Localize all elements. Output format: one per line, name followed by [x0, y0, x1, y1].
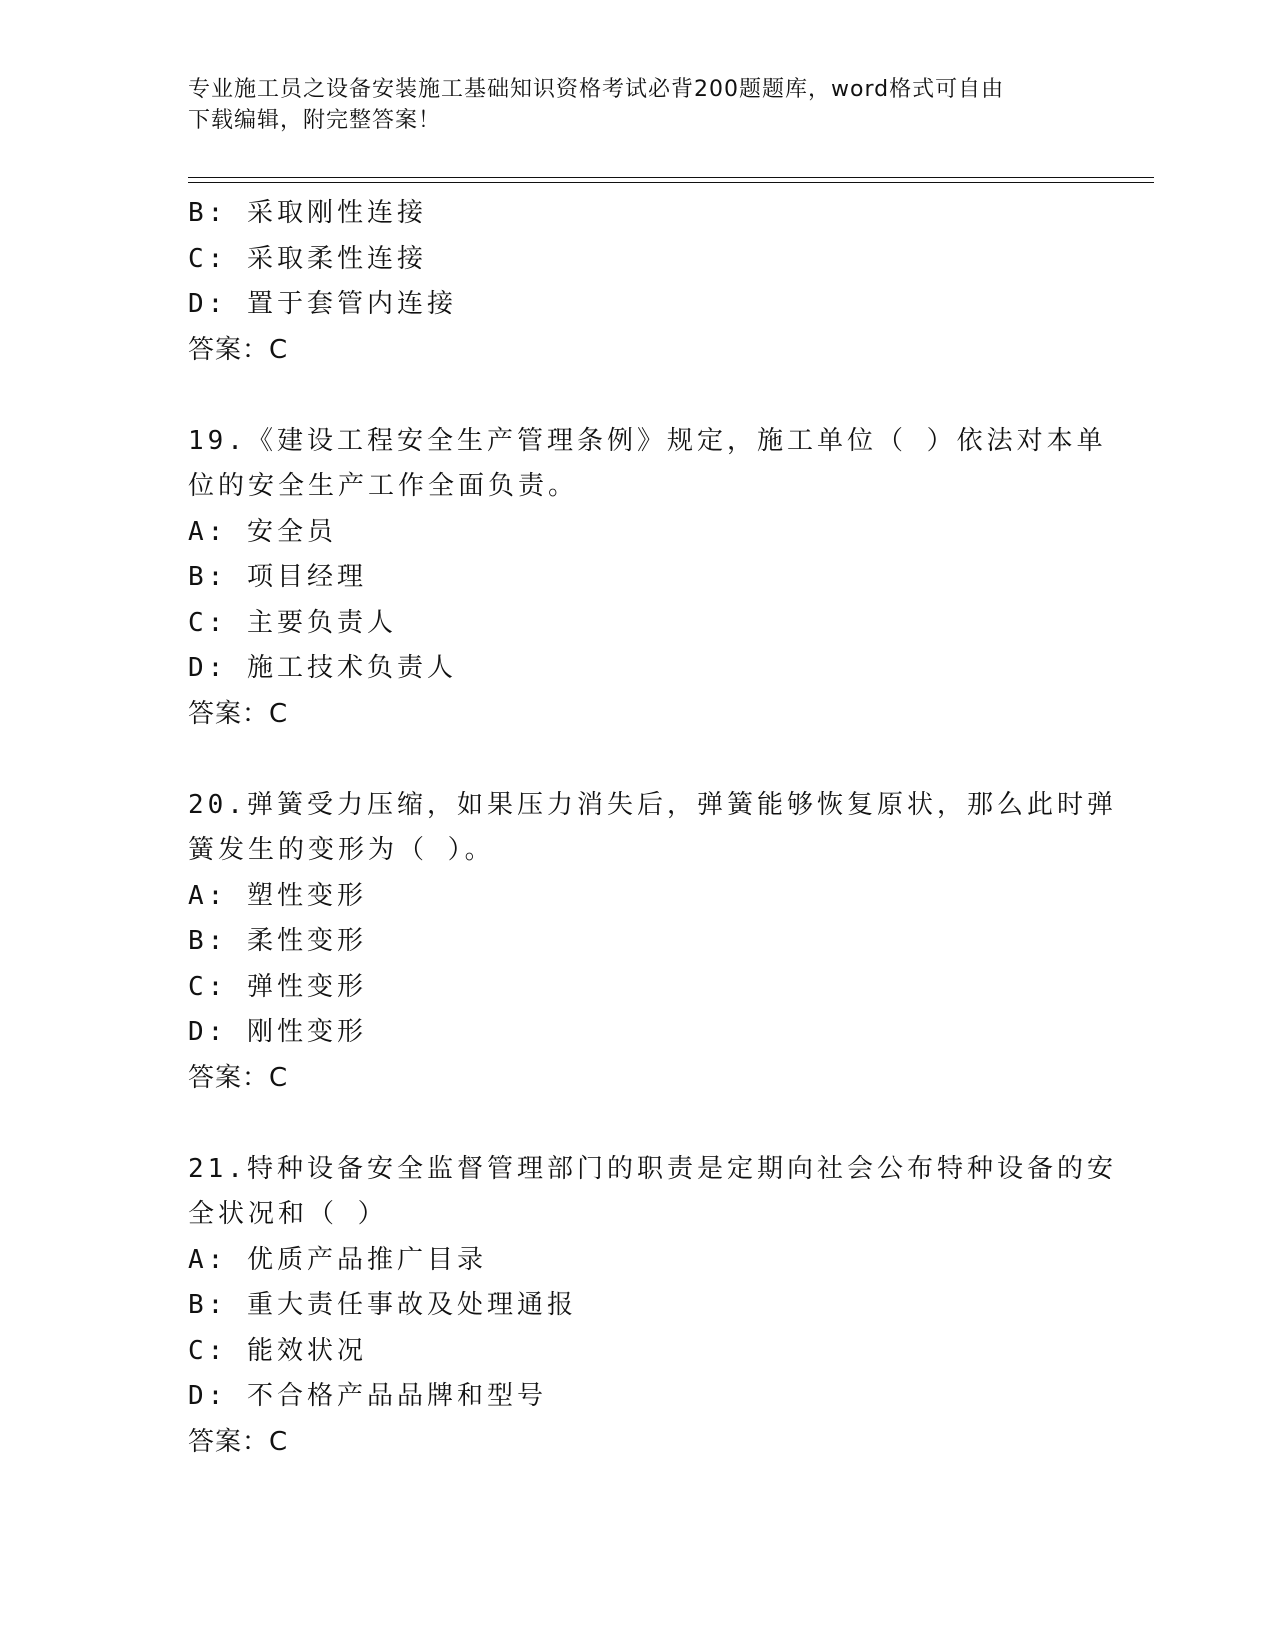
question-stem-continued: 簧发生的变形为（ ）。 [188, 835, 495, 865]
option-a: A: 安全员 [188, 516, 337, 547]
option-b: B: 项目经理 [188, 562, 367, 592]
answer-line: 答案：C [188, 698, 289, 729]
question-stem-continued: 全状况和（ ） [188, 1199, 388, 1229]
question-stem-continued: 位的安全生产工作全面负责。 [188, 471, 579, 501]
option-d: D: 置于套管内连接 [188, 289, 457, 319]
header-line-1: 专业施工员之设备安装施工基础知识资格考试必背200题题库，word格式可自由 [188, 77, 1005, 102]
option-d: D: 不合格产品品牌和型号 [188, 1381, 547, 1411]
option-a: A: 塑性变形 [188, 880, 367, 911]
option-c: C: 主要负责人 [188, 607, 397, 638]
question-stem: 21.特种设备安全监督管理部门的职责是定期向社会公布特种设备的安 [188, 1153, 1117, 1184]
option-c: C: 弹性变形 [188, 971, 367, 1002]
option-b: B: 采取刚性连接 [188, 198, 427, 228]
question-stem: 20.弹簧受力压缩，如果压力消失后，弹簧能够恢复原状，那么此时弹 [188, 789, 1117, 820]
option-c: C: 采取柔性连接 [188, 243, 427, 274]
question-20 [188, 783, 1117, 1102]
option-d: D: 刚性变形 [188, 1017, 367, 1047]
option-b: B: 重大责任事故及处理通报 [188, 1290, 577, 1320]
option-b: B: 柔性变形 [188, 926, 367, 956]
question-21 [188, 1147, 1117, 1466]
option-d: D: 施工技术负责人 [188, 653, 457, 683]
answer-line: 答案：C [188, 1062, 289, 1093]
question-stem: 19.《建设工程安全生产管理条例》规定，施工单位（ ）依法对本单 [188, 425, 1107, 456]
question-list [188, 191, 1117, 1465]
question-19 [188, 419, 1107, 738]
header-rule-bottom [188, 182, 1154, 183]
option-c: C: 能效状况 [188, 1335, 367, 1366]
option-a: A: 优质产品推广目录 [188, 1244, 487, 1275]
question-18-continuation [188, 191, 1068, 373]
header-line-2: 下载编辑，附完整答案！ [188, 108, 442, 133]
answer-line: 答案：C [188, 1426, 289, 1457]
answer-line: 答案：C [188, 334, 289, 365]
header-rule-top [188, 177, 1154, 178]
document-header [188, 74, 1068, 136]
